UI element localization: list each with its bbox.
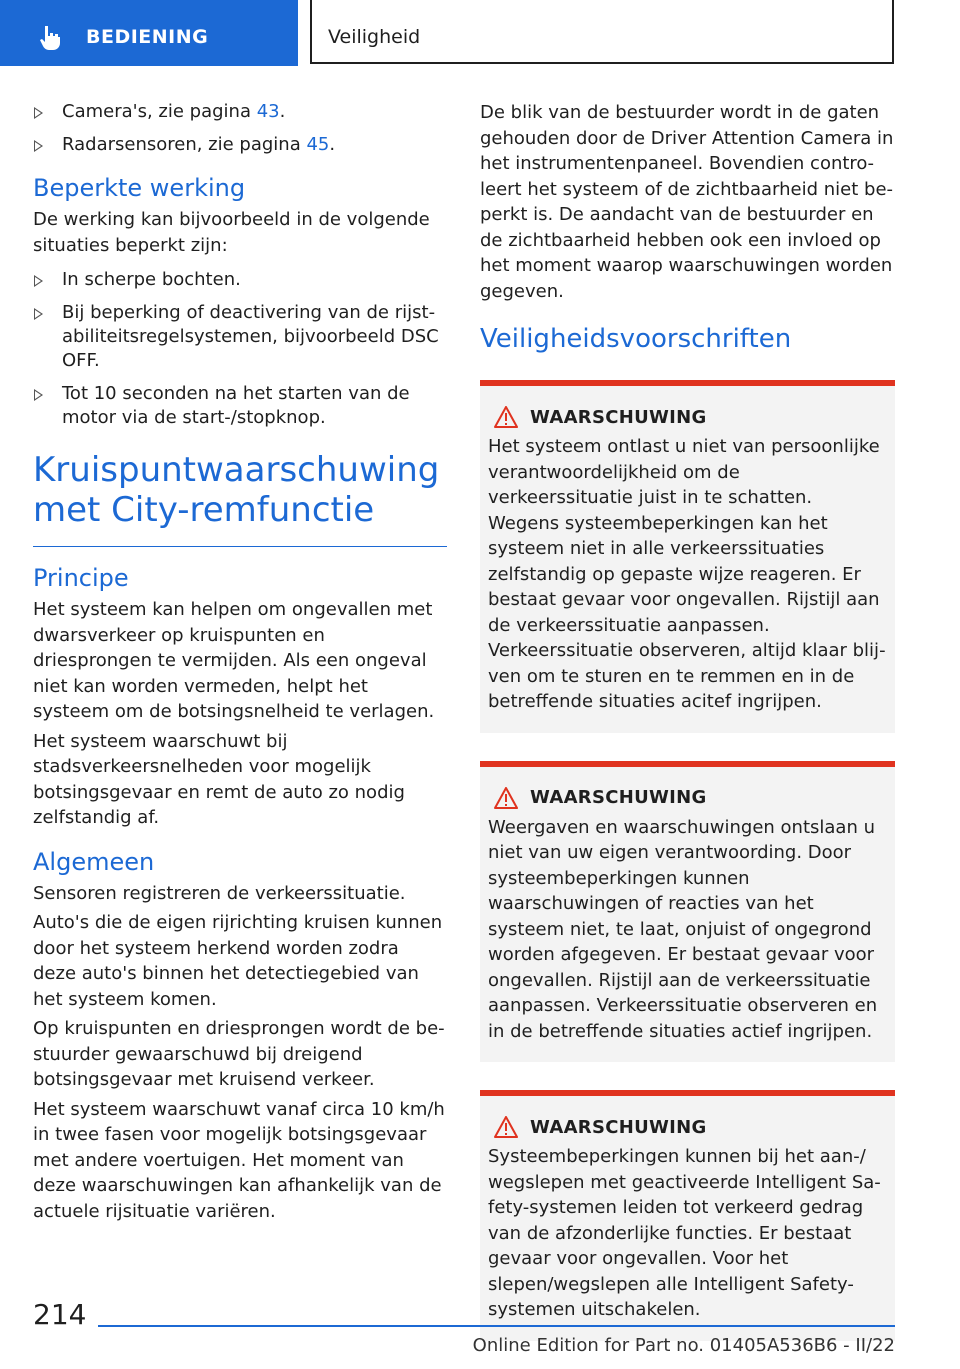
warning-box <box>480 1090 895 1341</box>
warning-text: Weergaven en waarschuwingen ontslaan u niet van uw eigen verantwoording. Door systeembeperkingen kunnen waarschuwingen of reacties van het systeem niet, te laat, onjuist of ongegrond worden afgegeven. Er bestaat gevaar voor ongevallen. Rijstijl aan de verkeerssituatie aanpassen. Verkeerssituatie observeren en in de betreffende situaties actief ingrijpen. <box>488 816 878 1042</box>
paragraph: Sensoren registreren de verkeerssituatie. <box>33 882 406 904</box>
chapter-header <box>310 0 894 64</box>
paragraph: Het systeem kan helpen om ongevallen met dwarsverkeer op kruispunten en driesprongen te vermijden. Als een ongeval niet kan worden vermeden, helpt het systeem om de botsingsnelheid te verlagen. <box>33 599 435 722</box>
heading-principe: Principe <box>33 564 129 592</box>
right-column <box>480 100 895 1369</box>
left-column <box>33 100 447 1228</box>
list-item: In scherpe bochten. <box>33 268 447 292</box>
limitations-list <box>33 268 447 430</box>
warning-triangle-icon <box>494 1116 518 1138</box>
edition-text: Online Edition for Part no. 01405A536B6 - II/22 <box>472 1335 895 1356</box>
warning-label: WAARSCHUWING <box>530 406 707 428</box>
paragraph: De blik van de bestuurder wordt in de gaten gehouden door de Driver Attention Camera in het instrumentenpaneel. Bovendien controleert het systeem of de zichtbaarheid niet beperkt is. De aandacht van de bestuurder en de zichtbaarheid hebben ook een invloed op het moment waarop waarschuwingen worden gegeven. <box>480 102 894 302</box>
heading-algemeen: Algemeen <box>33 847 155 876</box>
bullet-triangle-icon <box>34 140 43 152</box>
warning-box <box>480 380 895 733</box>
paragraph: Het systeem waarschuwt vanaf circa 10 km/h in twee fasen voor mogelijk botsingsgevaar met andere voertuigen. Het moment van deze waarschuwingen kan afhankelijk van de actuele rijsituatie variëren. <box>33 1098 445 1222</box>
section-label: BEDIENING <box>86 26 209 48</box>
list-item: Radarsensoren, zie pagina 45. <box>33 133 447 157</box>
reference-list <box>33 100 447 157</box>
heading-divider <box>33 546 447 547</box>
warning-text: Het systeem ontlast u niet van persoonlijke verantwoordelijkheid om de verkeerssituatie juist in te schatten. Wegens systeembeperkingen kan het systeem niet in alle verkeerssituaties zelfstandig op gepaste wijze reageren. Er bestaat gevaar voor ongevallen. Rijstijl aan de verkeerssituatie aanpassen. Verkeerssituatie observeren, altijd klaar blijven om te sturen en te remmen en in de betreffende situaties acitef ingrijpen. <box>488 436 886 712</box>
section-tab[interactable] <box>0 0 298 66</box>
bullet-triangle-icon <box>34 275 43 287</box>
heading-veiligheidsvoorschriften: Veiligheidsvoorschriften <box>480 324 792 354</box>
bullet-triangle-icon <box>34 107 43 119</box>
warning-triangle-icon <box>494 406 518 428</box>
paragraph: Het systeem waarschuwt bij stadsverkeersnelheden voor mogelijk botsingsgevaar en remt de auto zo nodig zelfstandig af. <box>33 730 405 828</box>
paragraph: Op kruispunten en driesprongen wordt de bestuurder gewaarschuwd bij dreigend botsingsgevaar met kruisend verkeer. <box>33 1018 445 1090</box>
list-item: Bij beperking of deactivering van de rijstabiliteitsregelsystemen, bijvoorbeeld DSC OFF. <box>33 301 447 373</box>
page-number: 214 <box>33 1298 87 1331</box>
bullet-triangle-icon <box>34 308 43 320</box>
warning-box <box>480 761 895 1063</box>
paragraph: De werking kan bijvoorbeeld in de volgende situaties beperkt zijn: <box>33 209 430 256</box>
page-link[interactable]: 43 <box>256 101 280 122</box>
page-link[interactable]: 45 <box>306 134 330 155</box>
chapter-label: Veiligheid <box>328 26 421 48</box>
paragraph: Auto's die de eigen rijrichting kruisen kunnen door het systeem herkend worden zodra deze auto's binnen het detectiegebied van het systeem komen. <box>33 912 443 1010</box>
footer-divider <box>98 1325 895 1327</box>
heading-beperkte-werking: Beperkte werking <box>33 174 246 202</box>
warning-label: WAARSCHUWING <box>530 787 707 808</box>
pointing-hand-icon <box>38 24 64 50</box>
bullet-triangle-icon <box>34 389 43 401</box>
warning-label: WAARSCHUWING <box>530 1116 707 1138</box>
warning-triangle-icon <box>494 787 518 809</box>
main-heading: Kruispuntwaarschuwing met City-remfunctie <box>33 450 440 530</box>
list-item: Camera's, zie pagina 43. <box>33 100 447 124</box>
list-item: Tot 10 seconden na het starten van de motor via de start-/stopknop. <box>33 382 447 430</box>
warning-text: Systeembeperkingen kunnen bij het aan-/ wegslepen met geactiveerde Intelligent Safety-systemen leiden tot verkeerd gedrag van de afzonderlijke functies. Er bestaat gevaar voor ongevallen. Voor het slepen/wegslepen alle Intelligent Safety-systemen uitschakelen. <box>488 1146 881 1320</box>
